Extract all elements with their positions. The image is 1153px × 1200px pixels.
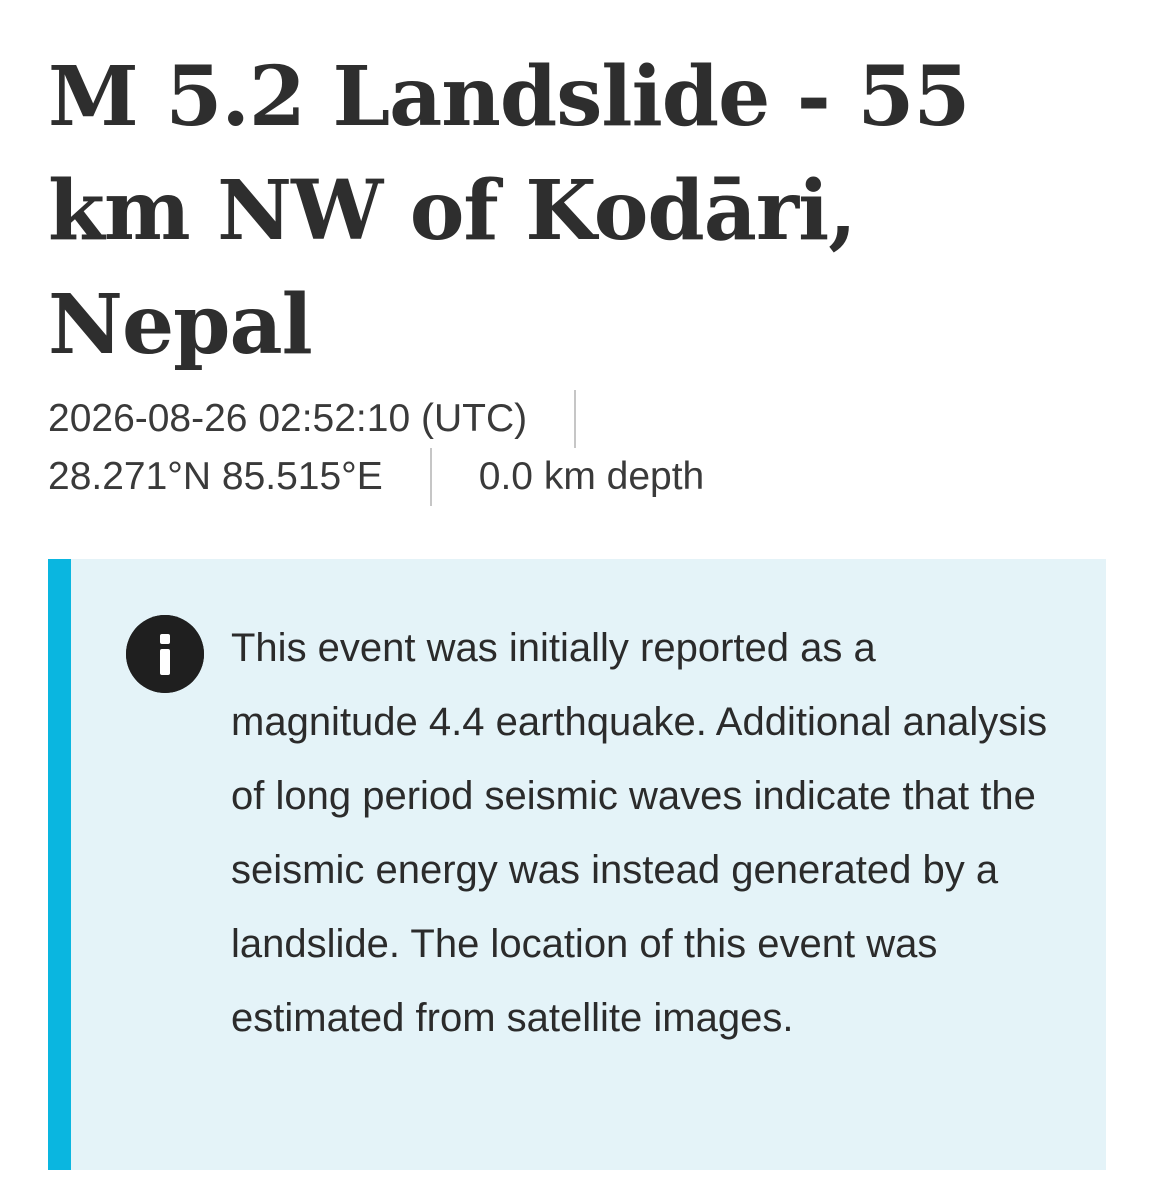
event-depth: 0.0 km depth bbox=[478, 455, 705, 498]
meta-row-location bbox=[48, 448, 1108, 506]
event-metadata bbox=[48, 390, 1108, 506]
meta-divider bbox=[430, 448, 432, 506]
meta-divider bbox=[574, 390, 576, 448]
info-icon bbox=[126, 615, 204, 693]
landslide-notice bbox=[48, 559, 1106, 1170]
notice-text: This event was initially reported as a magnitude 4.4 earthquake. Additional analysis of long period seismic waves indicate that the seismic energy was instead generated by a landslide. The location of this event was estimated from satellite images. bbox=[231, 626, 1048, 1040]
event-coordinates: 28.271°N 85.515°E bbox=[48, 455, 383, 498]
meta-row-time bbox=[48, 390, 1108, 448]
event-header bbox=[48, 40, 1108, 506]
event-title: M 5.2 Landslide - 55 km NW of Kodāri, Nepal bbox=[48, 49, 970, 373]
event-datetime: 2026-08-26 02:52:10 (UTC) bbox=[48, 397, 528, 440]
